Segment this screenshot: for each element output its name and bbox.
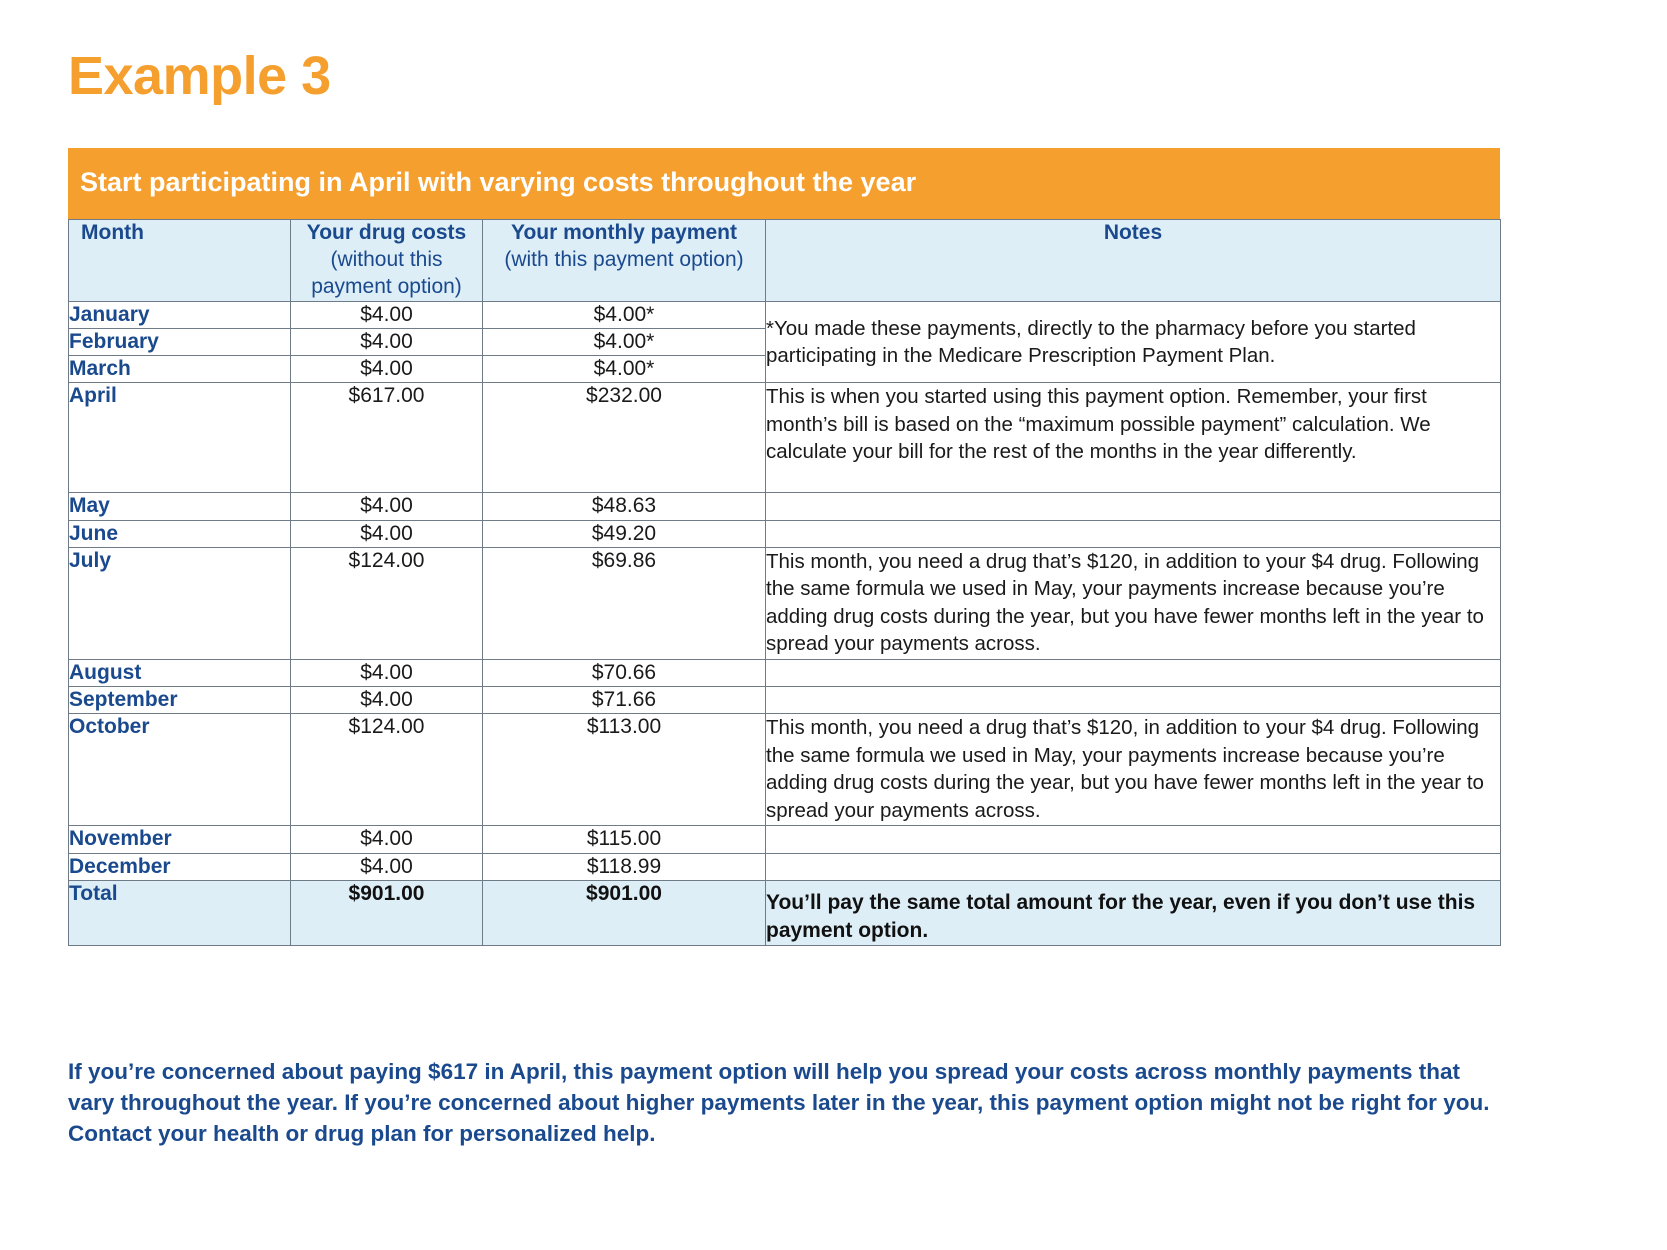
cell-notes-september: [766, 687, 1501, 714]
cell-month: April: [69, 383, 291, 493]
cell-drug-cost: $617.00: [291, 383, 483, 493]
cell-drug-cost: $124.00: [291, 547, 483, 659]
payment-schedule-table: [68, 219, 1501, 946]
cell-monthly-payment: $69.86: [483, 547, 766, 659]
cell-drug-cost: $4.00: [291, 826, 483, 853]
table-row: [69, 520, 1501, 547]
table-row: [69, 547, 1501, 659]
cell-notes-total: You’ll pay the same total amount for the year, even if you don’t use this payment option.: [766, 880, 1501, 945]
cell-drug-cost: $4.00: [291, 301, 483, 328]
cell-month: June: [69, 520, 291, 547]
table-row: [69, 383, 1501, 493]
cell-monthly-payment: $113.00: [483, 714, 766, 826]
cell-notes-october: This month, you need a drug that’s $120, in addition to your $4 drug. Following the same formula we used in May, your payments increase because you’re adding drug costs during the year, but you have fewer months left in the year to spread your payments across.: [766, 714, 1501, 826]
cell-month: November: [69, 826, 291, 853]
cell-drug-cost: $4.00: [291, 659, 483, 686]
cell-drug-cost: $4.00: [291, 853, 483, 880]
cell-month: July: [69, 547, 291, 659]
table-row: [69, 714, 1501, 826]
cell-month: March: [69, 356, 291, 383]
page-title: Example 3: [68, 46, 331, 106]
table-row: [69, 826, 1501, 853]
cell-month: January: [69, 301, 291, 328]
table-head: [69, 220, 1501, 302]
cell-month: February: [69, 328, 291, 355]
cell-monthly-payment: $115.00: [483, 826, 766, 853]
table-row: [69, 687, 1501, 714]
cell-month: May: [69, 493, 291, 520]
cell-notes-jan-mar: *You made these payments, directly to the pharmacy before you started participating in the Medicare Prescription Payment Plan.: [766, 301, 1501, 383]
table-banner-title: Start participating in April with varying costs throughout the year: [68, 148, 1500, 219]
cell-month: August: [69, 659, 291, 686]
table-row: [69, 493, 1501, 520]
cell-notes-july: This month, you need a drug that’s $120, in addition to your $4 drug. Following the same formula we used in May, your payments increase because you’re adding drug costs during the year, but you have fewer months left in the year to spread your payments across.: [766, 547, 1501, 659]
column-header-drug-costs-sub: (without this payment option): [311, 247, 462, 298]
cell-month: December: [69, 853, 291, 880]
cell-drug-cost: $124.00: [291, 714, 483, 826]
cell-monthly-payment: $70.66: [483, 659, 766, 686]
cell-month: October: [69, 714, 291, 826]
cell-monthly-payment: $118.99: [483, 853, 766, 880]
column-header-monthly-payment-main: Your monthly payment: [511, 221, 737, 245]
table-row: [69, 301, 1501, 328]
column-header-drug-costs: [291, 220, 483, 302]
footer-note: If you’re concerned about paying $617 in April, this payment option will help you spread your costs across monthly payments that vary throughout the year. If you’re concerned about higher payments later in the year, this payment option might not be right for you. Contact your health or drug plan for personalized help.: [68, 1059, 1490, 1147]
cell-drug-cost-total: $901.00: [291, 880, 483, 945]
cell-drug-cost: $4.00: [291, 493, 483, 520]
cell-notes-june: [766, 520, 1501, 547]
cell-monthly-payment: $232.00: [483, 383, 766, 493]
cell-drug-cost: $4.00: [291, 520, 483, 547]
cell-month-total: Total: [69, 880, 291, 945]
cell-month: September: [69, 687, 291, 714]
table-header-row: [69, 220, 1501, 302]
column-header-month: Month: [69, 220, 291, 302]
cell-drug-cost: $4.00: [291, 687, 483, 714]
column-header-notes: Notes: [766, 220, 1501, 302]
table-body: [69, 301, 1501, 946]
cell-drug-cost: $4.00: [291, 328, 483, 355]
table-row: [69, 853, 1501, 880]
cell-monthly-payment: $4.00*: [483, 356, 766, 383]
cell-monthly-payment: $71.66: [483, 687, 766, 714]
cell-notes-august: [766, 659, 1501, 686]
cell-notes-april: This is when you started using this payment option. Remember, your first month’s bill is based on the “maximum possible payment” calculation. We calculate your bill for the rest of the months in the year differently.: [766, 383, 1501, 493]
column-header-monthly-payment-sub: (with this payment option): [504, 247, 744, 271]
cell-monthly-payment: $4.00*: [483, 328, 766, 355]
cell-notes-november: [766, 826, 1501, 853]
cell-monthly-payment: $48.63: [483, 493, 766, 520]
cell-monthly-payment-total: $901.00: [483, 880, 766, 945]
cell-monthly-payment: $4.00*: [483, 301, 766, 328]
table-row-total: [69, 880, 1501, 945]
cell-notes-may: [766, 493, 1501, 520]
column-header-drug-costs-main: Your drug costs: [306, 221, 467, 245]
table-row: [69, 659, 1501, 686]
cell-drug-cost: $4.00: [291, 356, 483, 383]
column-header-monthly-payment: [483, 220, 766, 302]
cell-notes-december: [766, 853, 1501, 880]
cell-monthly-payment: $49.20: [483, 520, 766, 547]
example-table-container: [68, 148, 1500, 946]
